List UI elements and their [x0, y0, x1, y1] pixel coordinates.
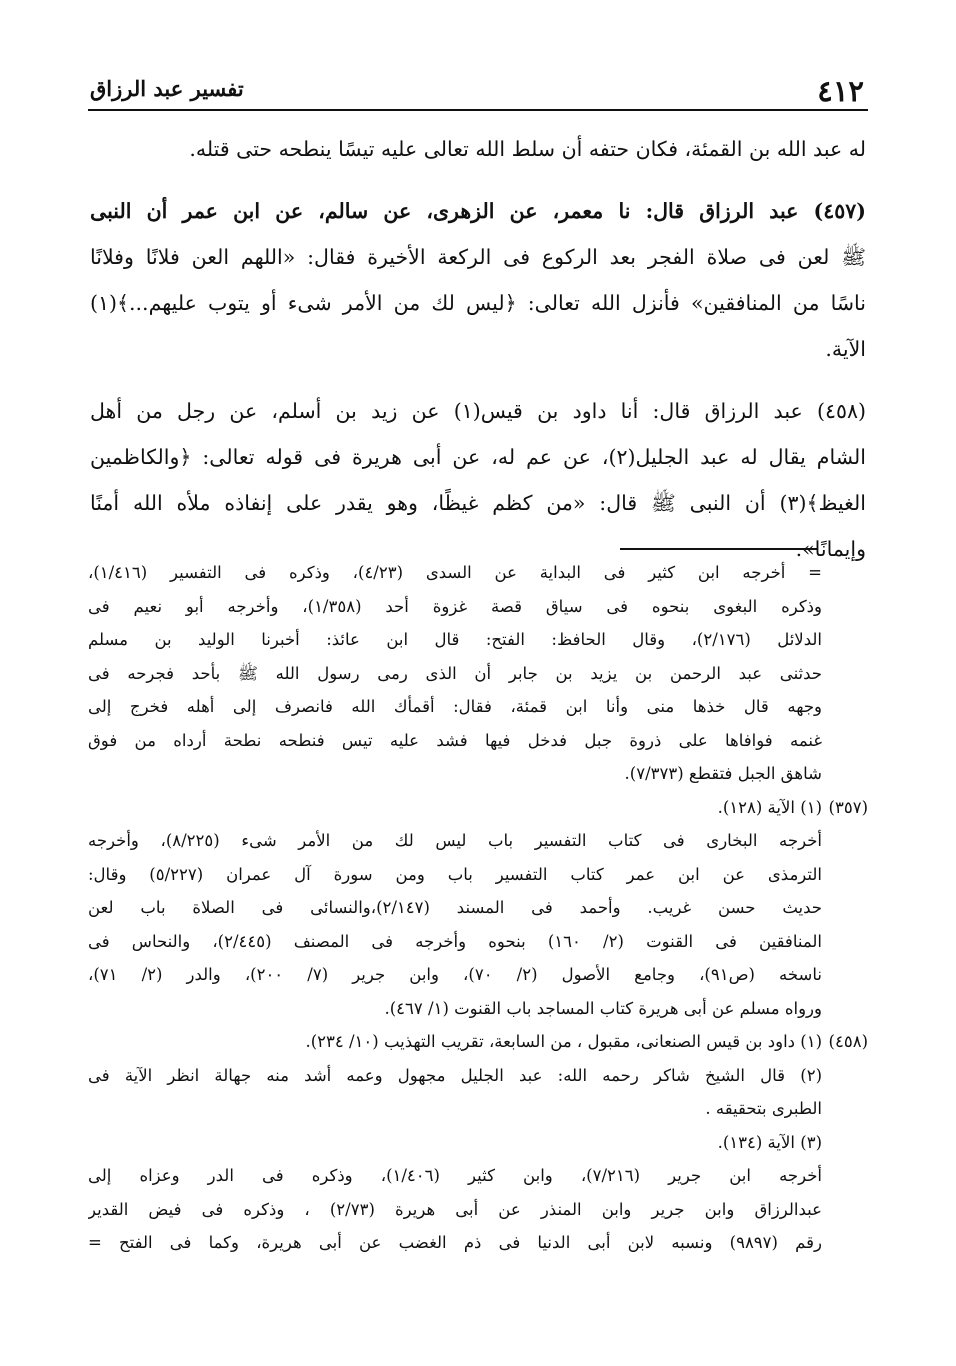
footnote-number: (٤٥٨): [828, 1032, 868, 1051]
footnote-line: [88, 1092, 868, 1126]
footnote-line: [88, 791, 868, 825]
footnote-line: [88, 958, 868, 992]
text-line: (٤٥٧) عبد الرزاق قال: نا معمر، عن الزهرى، عن سالم، عن ابن عمر أن النبى: [90, 199, 866, 223]
footnotes: [88, 556, 868, 1260]
page-number: ٤١٢: [817, 74, 864, 108]
footnote-line: [88, 858, 868, 892]
footnote-divider: [620, 548, 818, 550]
footnote-text: حدثنى عبد الرحمن بن يزيد بن جابر أن الذى رمى رسول الله ﷺ بأحد فجرحه فى: [88, 663, 822, 683]
footnote-text: أخرجه البخارى فى كتاب التفسير باب ليس لك من الأمر شىء (٨/٢٢٥)، وأخرجه: [88, 831, 822, 850]
footnote-line: [88, 824, 868, 858]
footnote-line: [88, 724, 868, 758]
footnote-text: (٣) الآية (١٣٤).: [717, 1132, 822, 1152]
page-header: [90, 70, 864, 106]
main-text: [90, 126, 866, 572]
footnote-text: غنمه فوافاها على ذروة جبل فدخل فيها فشد عليه تيس فنطحه نطحة أرداه من فوق: [88, 730, 822, 750]
text-line: (٤٥٨) عبد الرزاق قال: أنا داود بن قيس(١) عن زيد بن أسلم، عن رجل من أهل: [90, 399, 866, 423]
footnote-text: (١) داود بن قيس الصنعانى، مقبول ، من السابعة، تقريب التهذيب (١٠/ ٢٣٤).: [305, 1032, 822, 1051]
footnote-line: [88, 925, 868, 959]
footnote-text: (١) الآية (١٢٨).: [717, 797, 822, 817]
text-line: الآية.: [825, 337, 866, 361]
footnote-line: [88, 992, 868, 1026]
footnote-line: [88, 590, 868, 624]
footnote-number: (٣٥٧): [828, 797, 868, 817]
footnote-line: [88, 891, 868, 925]
footnote-line: [88, 1126, 868, 1160]
footnote-line: [88, 657, 868, 691]
footnote-line: [88, 1226, 868, 1260]
footnote-text: (٢) قال الشيخ شاكر رحمه الله: عبد الجليل مجهول وعمه أشد منه جهالة انظر الآية فى: [88, 1065, 822, 1085]
footnote-line: [88, 1159, 868, 1193]
footnote-text: الدلائل (٢/١٧٦)، وقال الحافظ: الفتح: قال ابن عائذ: أخبرنا الوليد بن مسلم: [88, 630, 822, 649]
footnote-text: حديث حسن غريب. وأحمد فى المسند (٢/١٤٧)،والنسائى فى الصلاة باب لعن: [88, 898, 822, 917]
text-line: الغيظ﴾(٣) أن النبى ﷺ قال: «من كظم غيظًا، وهو يقدر على إنفاذه ملأه الله أمنًا: [90, 491, 866, 515]
footnote-text: شاهق الجبل فتقطع (٧/٣٧٣).: [624, 764, 822, 783]
footnote-text: وجهه قال خذها منى وأنا ابن قمئة، فقال: أقمأك الله فانصرف إلى أهله فخرج إلى: [88, 697, 822, 716]
footnote-text: = أخرجه ابن كثير فى البداية عن السدى (٤/٢٣)، وذكره فى التفسير (١/٤١٦)،: [88, 563, 822, 582]
text-line: وإيمانًا».: [795, 537, 866, 561]
footnote-line: [88, 1193, 868, 1227]
footnote-text: الترمذى عن ابن عمر كتاب التفسير باب ومن سورة آل عمران (٥/٢٢٧) وقال:: [88, 864, 822, 884]
footnote-line: [88, 623, 868, 657]
footnote-text: رقم (٩٨٩٧) ونسبه لابن أبى الدنيا فى ذم الغضب عن أبى هريرة، وكما فى الفتح =: [88, 1233, 822, 1252]
text-line: ناسًا من المنافقين» فأنزل الله تعالى: ﴿ليس لك من الأمر شىء أو يتوب عليهم...﴾(١): [90, 291, 866, 315]
footnote-line: [88, 1025, 868, 1059]
footnote-text: الطبرى بتحقيقه .: [705, 1099, 822, 1118]
header-divider: [88, 109, 868, 111]
footnote-text: وذكره البغوى بنحوه فى سياق قصة غزوة أحد (١/٣٥٨)، وأخرجه أبو نعيم فى: [88, 596, 822, 616]
text-line: الشام يقال له عبد الجليل(٢)، عن عم له، عن أبى هريرة فى قوله تعالى: ﴿والكاظمين: [90, 445, 866, 469]
footnote-text: ورواه مسلم عن أبى هريرة كتاب المساجد باب القنوت (١/ ٤٦٧).: [384, 998, 822, 1018]
footnote-text: عبدالرزاق وابن جرير وابن المنذر عن أبى هريرة (٢/٧٣) ، وذكره فى فيض القدير: [88, 1199, 822, 1219]
footnote-text: المنافقين فى القنوت (٢/ ١٦٠) بنحوه وأخرجه فى المصنف (٢/٤٤٥)، والنحاس فى: [88, 931, 822, 951]
footnote-line: [88, 757, 868, 791]
footnote-text: أخرجه ابن جرير (٧/٢١٦)، وابن كثير (١/٤٠٦)، وذكره فى الدر وعزاه إلى: [88, 1166, 823, 1185]
footnote-text: ناسخه (ص٩١)، وجامع الأصول (٢/ ٧٠)، وابن جرير (٧/ ٢٠٠)، والدر (٢/ ٧١)،: [88, 965, 822, 984]
text-line: ﷺ لعن فى صلاة الفجر بعد الركوع فى الركعة الأخيرة فقال: «اللهم العن فلانًا وفلانًا: [90, 245, 866, 269]
footnote-line: [88, 690, 868, 724]
text-line: له عبد الله بن القمئة، فكان حتفه أن سلط الله تعالى عليه تيسًا ينطحه حتى قتله.: [189, 137, 866, 161]
footnote-line: [88, 556, 868, 590]
footnote-line: [88, 1059, 868, 1093]
running-title: تفسير عبد الرزاق: [90, 76, 244, 101]
